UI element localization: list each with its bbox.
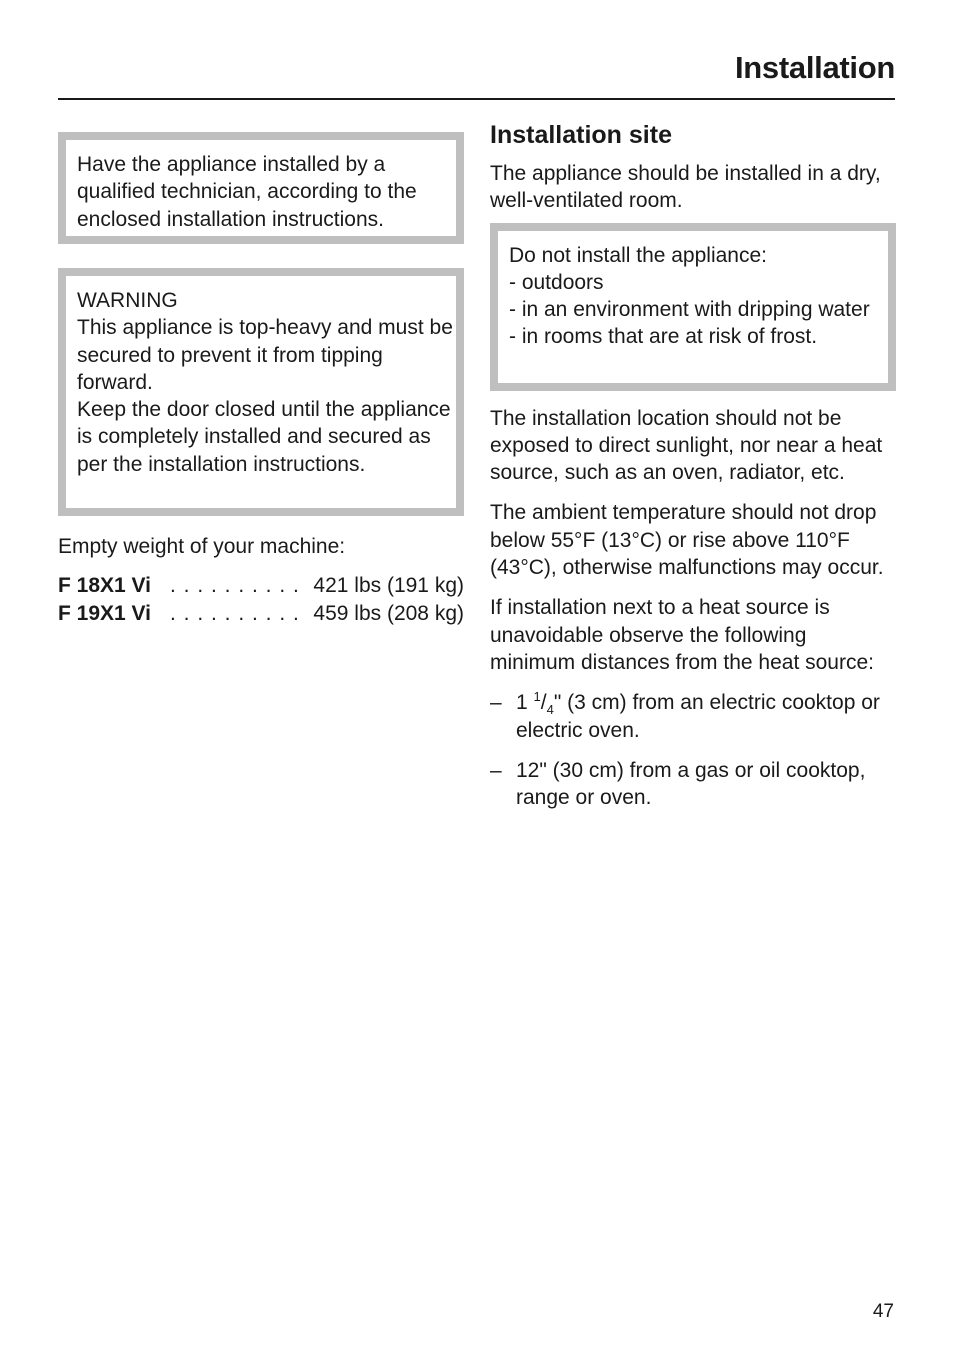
- left-column: [58, 132, 464, 627]
- do-not-install-item: - in an environment with dripping water: [509, 298, 870, 322]
- weights-intro: Empty weight of your machine:: [58, 535, 346, 558]
- list-item: [490, 689, 896, 744]
- header-rule: [58, 98, 895, 100]
- weight-leader: . . . . . . . . . .: [170, 601, 300, 625]
- warning-text-2: Keep the door closed until the appliance is completely installed and secured as per the installation instructions.: [77, 398, 451, 476]
- paragraph-heat-source: If installation next to a heat source is unavoidable observe the following minimum distances from the heat source:: [490, 596, 874, 674]
- technician-notice-box: [58, 132, 464, 244]
- do-not-install-item: - in rooms that are at risk of frost.: [509, 325, 818, 349]
- warning-label: WARNING: [77, 289, 178, 312]
- list-dash: –: [490, 691, 502, 715]
- paragraph-dry-room: The appliance should be installed in a dry, well-ventilated room.: [490, 162, 881, 213]
- weight-model: F 18X1 Vi: [58, 574, 152, 598]
- technician-notice-text: Have the appliance installed by a qualified technician, according to the enclosed installation instructions.: [77, 153, 417, 231]
- weight-row: [58, 572, 464, 599]
- list-dash: –: [490, 758, 502, 782]
- weight-value: 421 lbs (191 kg): [313, 574, 464, 598]
- weight-model: F 19X1 Vi: [58, 601, 152, 625]
- paragraph-sunlight: The installation location should not be exposed to direct sunlight, nor near a heat source, such as an oven, radiator, etc.: [490, 406, 883, 485]
- list-item-text: 12" (30 cm) from a gas or oil cooktop, range or oven.: [516, 758, 866, 810]
- do-not-install-intro: Do not install the appliance:: [509, 243, 767, 267]
- warning-text-1: This appliance is top-heavy and must be secured to prevent it from tipping forward.: [77, 316, 453, 394]
- page-number: 47: [872, 1301, 894, 1322]
- right-column: [490, 118, 896, 811]
- weights-table: [58, 572, 464, 627]
- weight-row: [58, 600, 464, 627]
- list-item: [490, 757, 896, 812]
- page-title: Installation: [734, 50, 895, 85]
- do-not-install-box: [490, 223, 896, 391]
- list-item-text: 1 $^1/_4$" (3 cm) from an electric cooktop or electric oven.: [516, 689, 880, 742]
- warning-box: [58, 268, 464, 516]
- section-heading: Installation site: [490, 121, 672, 149]
- weight-value: 459 lbs (208 kg): [313, 601, 464, 625]
- paragraph-temperature: The ambient temperature should not drop below 55°F (13°C) or rise above 110°F (43°C), otherwise malfunctions may occur.: [490, 501, 884, 580]
- do-not-install-item: - outdoors: [509, 270, 604, 294]
- weight-leader: . . . . . . . . . .: [170, 574, 300, 598]
